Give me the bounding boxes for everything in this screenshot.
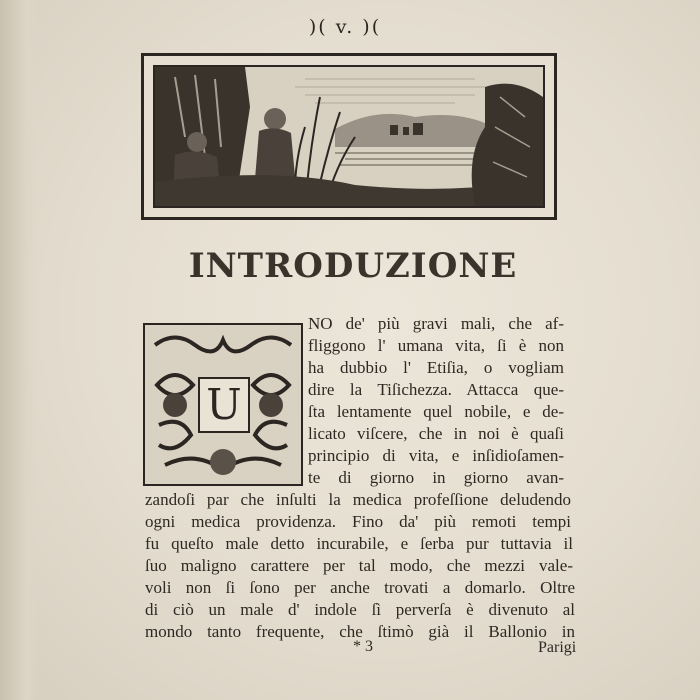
text-line: fu queſto male detto incurabile, e ſerba pur tuttavia il xyxy=(145,534,573,553)
text-line: zandoſi par che inſulti la medica profeſſione deludendo xyxy=(145,490,571,509)
text-line: ha dubbio l' Etiſia, o vogliam xyxy=(308,358,564,377)
text-line: fliggono l' umana vita, ſi è non xyxy=(308,336,564,355)
page-number: )( v. )( xyxy=(308,16,382,38)
catchword: Parigi xyxy=(538,639,577,656)
drop-cap-letter: U xyxy=(198,377,250,433)
text-line: principio di vita, e inſidioſamen- xyxy=(308,446,564,465)
woodcut-scene xyxy=(153,65,545,208)
text-line: voli non ſi ſono per anche trovati a domarlo. Oltre xyxy=(145,578,575,597)
text-line: NO de' più gravi mali, che af- xyxy=(308,314,564,333)
text-line: te di giorno in giorno avan- xyxy=(308,468,564,487)
page-gutter xyxy=(0,0,38,700)
chapter-title: INTRODUZIONE xyxy=(188,246,518,286)
text-line: mondo tanto frequente, che ſtimò già il Ballonio in xyxy=(145,622,575,641)
text-line: dire la Tiſichezza. Attacca que- xyxy=(308,380,564,399)
text-line: ogni medica providenza. Fino da' più remoti tempi xyxy=(145,512,571,531)
woodcut-headpiece xyxy=(141,53,557,220)
text-line: di ciò un male d' indole ſì perverſa è divenuto al xyxy=(145,600,575,619)
text-line: ſuo maligno carattere per tal modo, che mezzi vale- xyxy=(145,556,573,575)
text-line: licato viſcere, che in noi è quaſi xyxy=(308,424,564,443)
signature-mark: * 3 xyxy=(353,638,373,655)
ornamental-initial xyxy=(143,323,303,486)
text-line: ſta lentamente quel nobile, e de- xyxy=(308,402,564,421)
